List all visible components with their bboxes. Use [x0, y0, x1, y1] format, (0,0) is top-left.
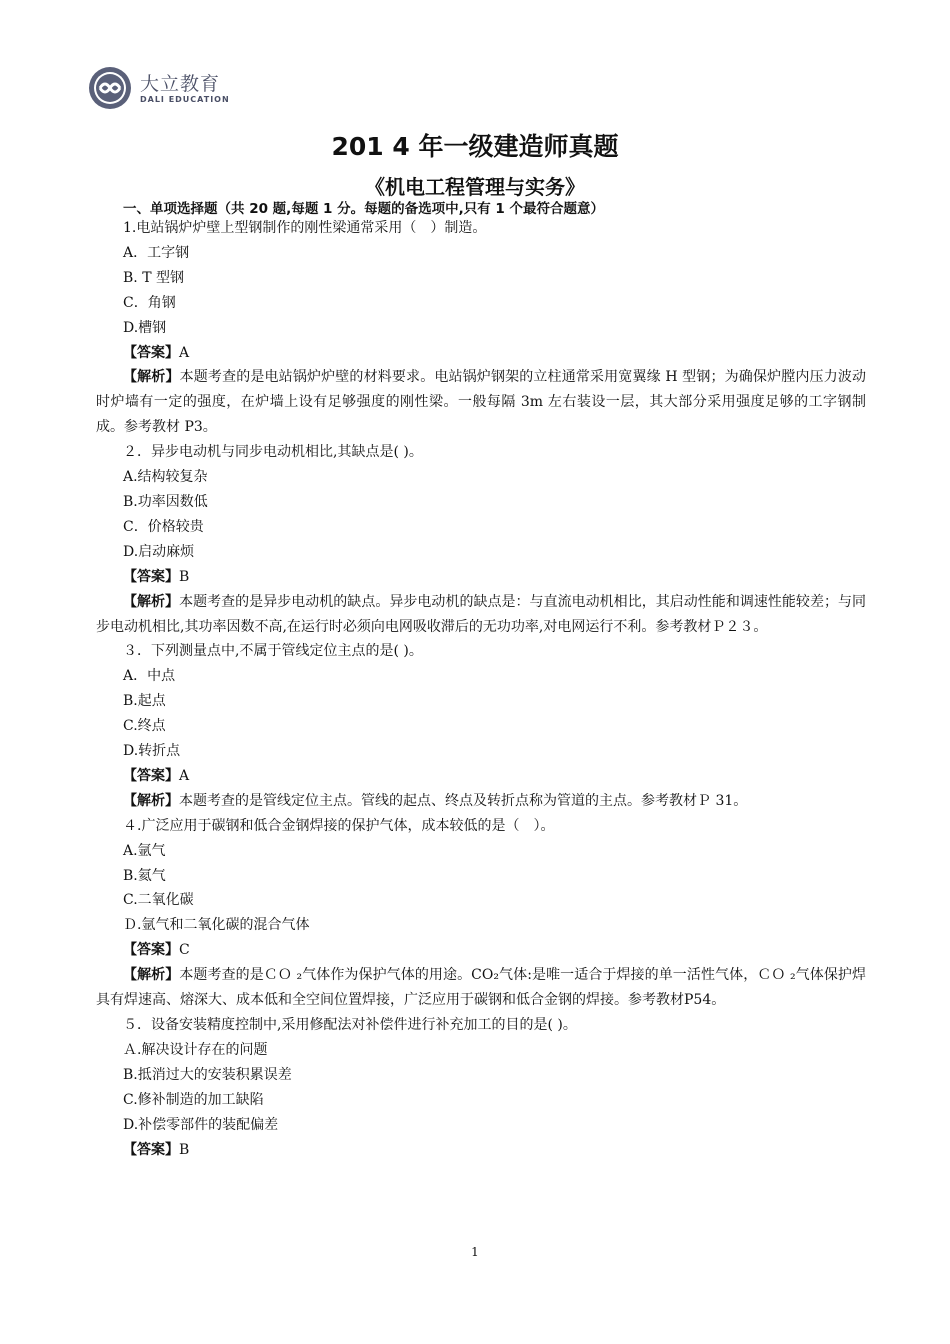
analysis-text: 本题考查的是ＣＯ ₂气体作为保护气体的用途。CO₂气体:是唯一适合于焊接的单一活性气体，ＣＯ ₂气体保护焊具有焊速高、熔深大、成本低和全空间位置焊接，广泛应用于碳钢和低合金钢的焊接。参考教材P54。: [96, 967, 866, 1009]
answer-label: 【答案】: [123, 767, 179, 784]
logo: [88, 66, 230, 110]
option: Ａ.解决设计存在的问题: [123, 1041, 268, 1058]
answer-value: B: [179, 1141, 190, 1158]
answer-value: C: [179, 942, 190, 959]
question-list: [96, 216, 866, 1162]
analysis-label: 【解析】: [123, 967, 180, 984]
logo-name-en: DALI EDUCATION: [140, 94, 230, 104]
analysis-text: 本题考查的是异步电动机的缺点。异步电动机的缺点是：与直流电动机相比，其启动性能和调速性能较差；与同步电动机相比,其功率因数不高,在运行时必须向电网吸收滞后的无功功率,对电网运行不利。参考教材Ｐ２３。: [96, 593, 866, 635]
option: A．中点: [123, 668, 176, 685]
question-stem: ２．异步电动机与同步电动机相比,其缺点是( )。: [123, 444, 423, 461]
option: B. T 型钢: [123, 269, 184, 286]
page-number: 1: [471, 1245, 479, 1259]
option: D.启动麻烦: [123, 543, 195, 560]
section-heading: 一、单项选择题（共 20 题,每题 1 分。每题的备选项中,只有 1 个最符合题意）: [123, 201, 605, 217]
analysis-label: 【解析】: [123, 792, 179, 809]
logo-name-cn: 大立教育: [140, 72, 221, 95]
answer: [96, 341, 866, 366]
answer: [96, 938, 866, 963]
option: D.转折点: [123, 743, 181, 760]
option: C.终点: [123, 718, 166, 735]
answer-value: A: [179, 767, 190, 784]
page-subtitle: 《机电工程管理与实务》: [365, 175, 585, 199]
answer-value: B: [179, 568, 190, 585]
answer: [96, 565, 866, 590]
answer-value: A: [179, 344, 190, 361]
option: B.起点: [123, 693, 166, 710]
option: C．角钢: [123, 294, 176, 311]
question-stem: ５．设备安装精度控制中,采用修配法对补偿件进行补充加工的目的是( )。: [123, 1017, 577, 1033]
analysis: [96, 963, 866, 1013]
answer-label: 【答案】: [123, 942, 179, 959]
option: C.修补制造的加工缺陷: [123, 1091, 264, 1108]
option: B.功率因数低: [123, 493, 208, 510]
option: D.补偿零部件的装配偏差: [123, 1116, 279, 1133]
answer: [96, 764, 866, 789]
question-stem: ３．下列测量点中,不属于管线定位主点的是( )。: [123, 643, 423, 660]
option: A.结构较复杂: [123, 469, 208, 486]
dali-education-logo-icon: [88, 66, 132, 110]
question-stem: ４.广泛应用于碳钢和低合金钢焊接的保护气体，成本较低的是（ ）。: [123, 817, 555, 834]
analysis: [96, 789, 866, 814]
option: C．价格较贵: [123, 518, 204, 535]
answer: [96, 1138, 866, 1163]
question-stem: 1.电站锅炉炉壁上型钢制作的刚性梁通常采用（ ）制造。: [123, 220, 487, 236]
analysis-text: 本题考查的是管线定位主点。管线的起点、终点及转折点称为管道的主点。参考教材Ｐ 31。: [179, 792, 748, 809]
analysis: [96, 590, 866, 640]
option: C.二氧化碳: [123, 892, 194, 909]
analysis-text: 本题考查的是电站锅炉炉壁的材料要求。电站锅炉钢架的立柱通常采用宽翼缘 H 型钢；为确保炉膛内压力波动时炉墙有一定的强度，在炉墙上设有足够强度的刚性梁。一般每隔 3m 左右装设一层，其大部分采用强度足够的工字钢制成。参考教材 P3。: [96, 369, 866, 436]
analysis: [96, 365, 866, 440]
page-title: 201 4 年一级建造师真题: [331, 132, 619, 161]
analysis-label: 【解析】: [123, 369, 180, 386]
answer-label: 【答案】: [123, 568, 179, 585]
option: A．工字钢: [123, 244, 190, 261]
option: D.槽钢: [123, 319, 167, 336]
option: B.氦气: [123, 867, 166, 884]
option: A.氩气: [123, 842, 166, 859]
option: B.抵消过大的安装积累误差: [123, 1066, 292, 1083]
answer-label: 【答案】: [123, 344, 179, 361]
analysis-label: 【解析】: [123, 593, 180, 610]
option: Ｄ.氩气和二氧化碳的混合气体: [123, 917, 310, 934]
answer-label: 【答案】: [123, 1141, 179, 1158]
